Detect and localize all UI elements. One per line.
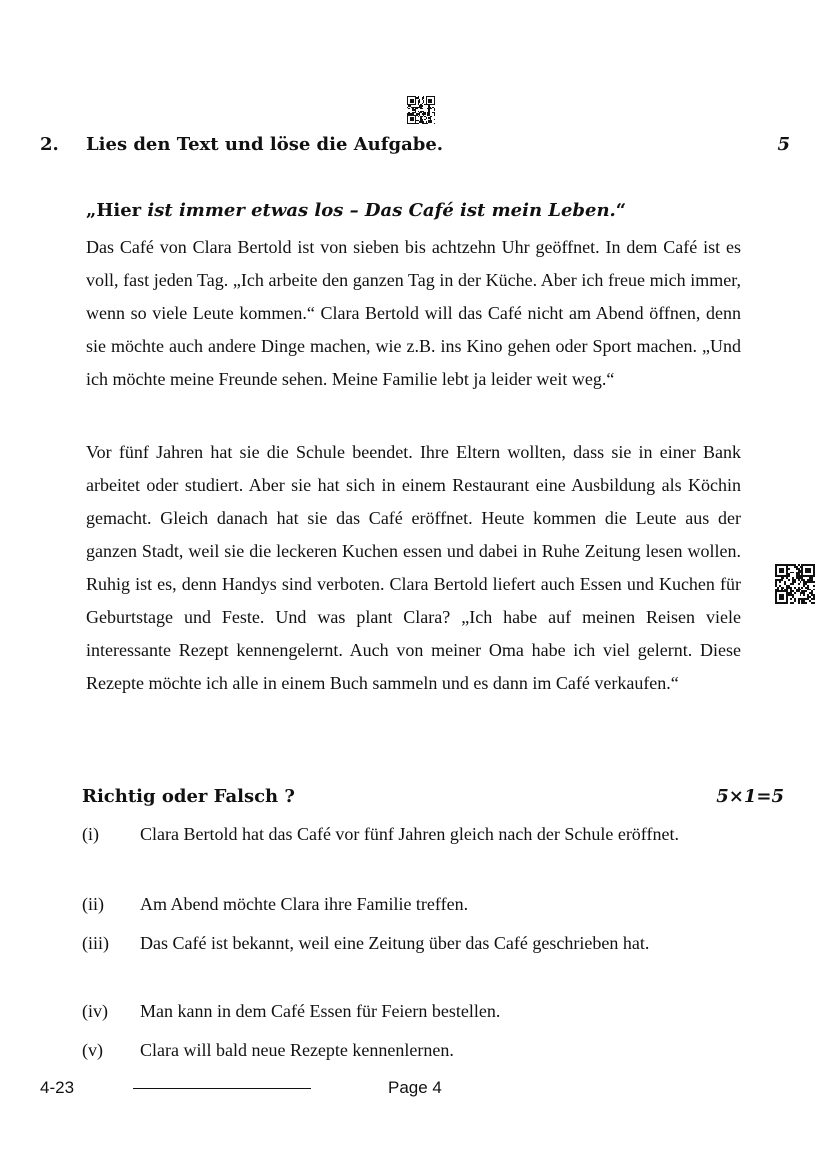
question-marks: 5 [777,134,790,155]
passage-paragraph-2: Vor fünf Jahren hat sie die Schule beendet. Ihre Eltern wollten, dass sie in einer Bank arbeitet oder studiert. Aber sie hat sich in einem Restaurant eine Ausbildung als Köchin gemacht. Gleich danach hat sie das Café eröffnet. Heute kommen die Leute aus der ganzen Stadt, weil sie die leckeren Kuchen essen und dabei in Ruhe Zeitung lesen wollen. Ruhig ist es, denn Handys sind verboten. Clara Bertold liefert auch Essen und Kuchen für Geburtstage und Feste. Und was plant Clara? „Ich habe auf meinen Reisen viele interessante Rezept kennengelernt. Auch von meiner Oma habe ich viel gelernt. Diese Rezepte möchte ich alle in einem Buch sammeln und es dann im Café verkaufen.“ [86,442,741,693]
question-instruction: Lies den Text und löse die Aufgabe. [86,134,444,155]
task-item-text: Das Café ist bekannt, weil eine Zeitung über das Café geschrieben hat. [140,933,650,953]
task-item-text: Clara Bertold hat das Café vor fünf Jahren gleich nach der Schule eröffnet. [140,824,679,844]
task-item [82,996,742,1026]
task-title: Richtig oder Falsch ? [82,786,295,807]
task-item [82,928,742,958]
task-item-number: (ii) [82,894,104,914]
qr-code-icon [775,564,815,604]
qr-code-icon [407,96,435,124]
footer-page-number: Page 4 [388,1078,442,1097]
task-item [82,819,742,849]
task-item-number: (v) [82,1040,103,1060]
footer-divider [133,1088,311,1089]
task-item-text: Clara will bald neue Rezepte kennenlernen. [140,1040,454,1060]
passage-title-open: „Hier [86,200,148,221]
question-number: 2. [40,134,59,155]
task-item [82,1035,742,1065]
task-item-text: Am Abend möchte Clara ihre Familie treffen. [140,894,469,914]
passage-paragraph-1: Das Café von Clara Bertold ist von sieben bis achtzehn Uhr geöffnet. In dem Café ist es voll, fast jeden Tag. „Ich arbeite den ganzen Tag in der Küche. Aber ich freue mich immer, wenn so viele Leute kommen.“ Clara Bertold will das Café nicht am Abend öffnen, denn sie möchte auch andere Dinge machen, wie z.B. ins Kino gehen oder Sport machen. „Und ich möchte meine Freunde sehen. Meine Familie lebt ja leider weit weg.“ [86,237,741,389]
task-item-number: (i) [82,824,99,844]
task-marks: 5×1=5 [716,786,784,807]
passage-title-italic: ist immer etwas los – Das Café ist mein Leben. [147,200,616,221]
footer-code: 4-23 [40,1078,75,1097]
passage-title-close: “ [615,200,627,221]
task-item-number: (iv) [82,1001,108,1021]
task-item [82,889,742,919]
task-item-number: (iii) [82,933,109,953]
task-item-text: Man kann in dem Café Essen für Feiern bestellen. [140,1001,501,1021]
passage-title [86,200,626,221]
